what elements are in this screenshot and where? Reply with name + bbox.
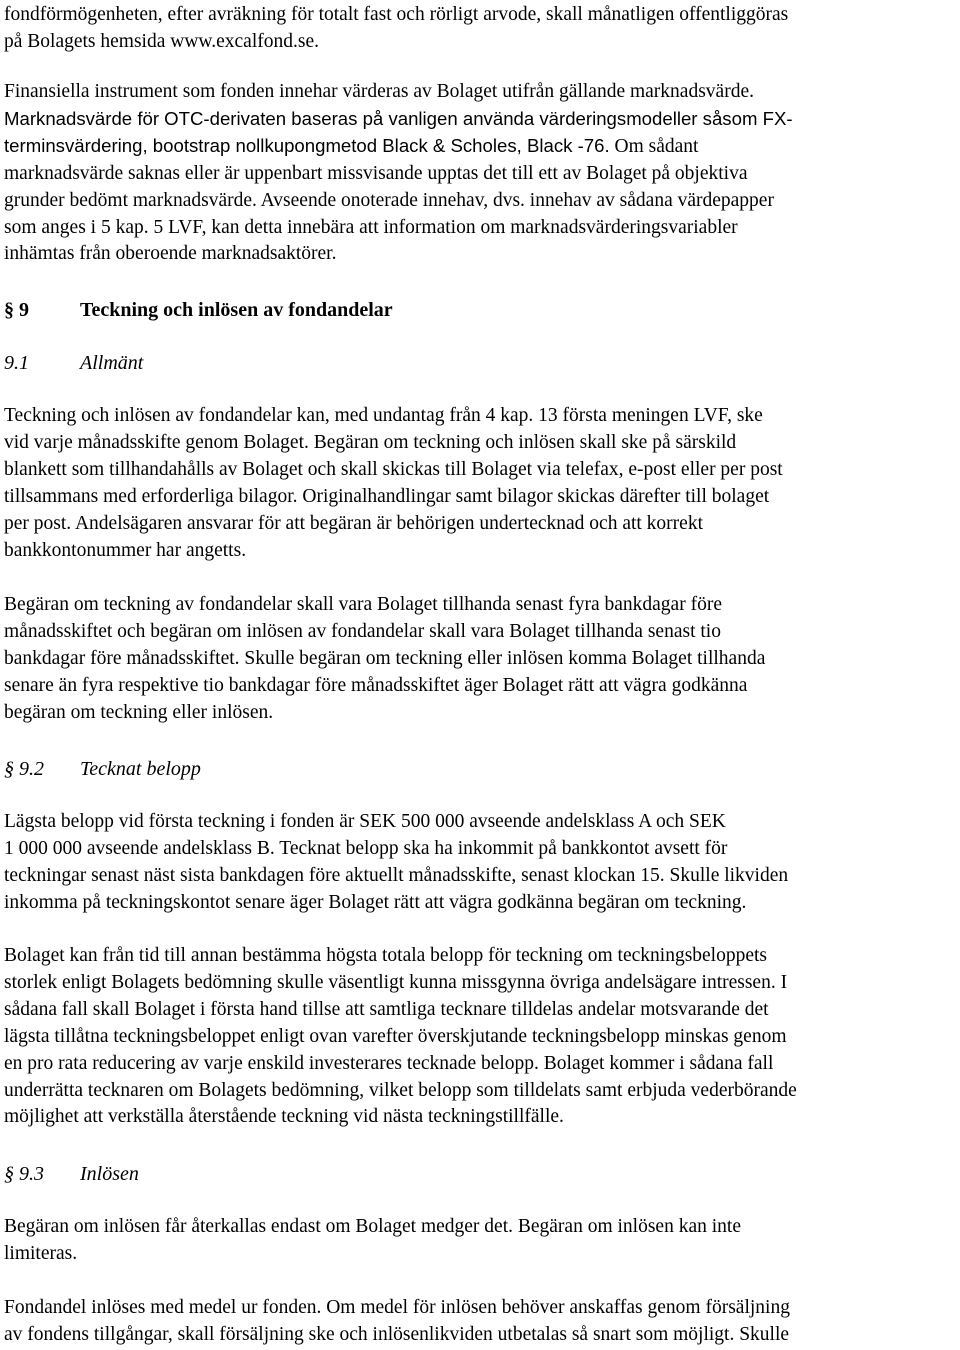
text-span: Om sådant — [609, 135, 699, 157]
text-line: möjlighet att verkställa återstående teckning vid nästa teckningstillfälle. — [4, 1106, 564, 1128]
paragraph-subscription-general — [4, 403, 956, 564]
subsection-heading-9-1 — [4, 348, 956, 378]
section-number: 9.1 — [4, 352, 29, 374]
text-line: på Bolagets hemsida www.excalfond.se. — [4, 30, 319, 52]
text-line: av fondens tillgångar, skall försäljning ske och inlösenlikviden utbetalas så snart som möjligt. Skulle — [4, 1323, 790, 1345]
section-number: § 9.3 — [4, 1163, 44, 1185]
text-line: Bolaget kan från tid till annan bestämma högsta totala belopp för teckning om teckningsbeloppets — [4, 945, 768, 966]
paragraph-minimum-amount — [4, 809, 956, 917]
text-line: Teckning och inlösen av fondandelar kan, med undantag från 4 kap. 13 första meningen LVF, ske — [4, 405, 763, 426]
paragraph-intro — [4, 2, 956, 56]
text-line: Marknadsvärde för OTC-derivaten baseras på vanligen använda värderingsmodeller såsom FX- — [4, 107, 793, 129]
section-number: § 9 — [4, 299, 29, 321]
text-line: Begäran om teckning av fondandelar skall vara Bolaget tillhanda senast fyra bankdagar före — [4, 594, 722, 615]
text-line: en pro rata reducering av varje enskild investerares tecknade belopp. Bolaget kommer i sådana fall — [4, 1052, 774, 1074]
text-line: grunder bedömt marknadsvärde. Avseende onoterade innehav, dvs. innehav av sådana värdepapper — [4, 189, 774, 211]
paragraph-redemption-funding — [4, 1295, 956, 1349]
text-line: teckningar senast näst sista bankdagen före aktuellt månadsskifte, senast klockan 15. Skulle likviden — [4, 864, 789, 886]
text-line: per post. Andelsägaren ansvarar för att begäran är behörigen undertecknad och att korrekt — [4, 512, 703, 534]
text-line — [4, 133, 956, 161]
text-line: månadsskiftet och begäran om inlösen av fondandelar skall vara Bolaget tillhanda senast tio — [4, 620, 721, 642]
text-line: bankkontonummer har angetts. — [4, 539, 247, 561]
text-line: underrätta tecknaren om Bolagets bedömning, vilket belopp som tilldelats samt erbjuda vederbörande — [4, 1079, 797, 1101]
text-line: 1 000 000 avseende andelsklass B. Tecknat belopp ska ha inkommit på bankkontot avsett för — [4, 837, 728, 859]
text-line: tillsammans med erforderliga bilagor. Originalhandlingar samt bilagor skickas därefter till bolaget — [4, 485, 770, 507]
text-line: Lägsta belopp vid första teckning i fonden är SEK 500 000 avseende andelsklass A och SEK — [4, 811, 726, 832]
paragraph-subscription-deadlines — [4, 592, 956, 727]
section-title: Allmänt — [80, 352, 144, 374]
text-line: begäran om teckning eller inlösen. — [4, 701, 274, 723]
section-title: Tecknat belopp — [80, 758, 201, 780]
text-line: marknadsvärde saknas eller är uppenbart missvisande upptas det till ett av Bolaget på objektiva — [4, 162, 748, 184]
text-line: inkomma på teckningskontot senare äger Bolaget rätt att vägra godkänna begäran om teckning. — [4, 891, 747, 913]
text-line: lägsta tillåtna teckningsbeloppet enligt ovan varefter överskjutande teckningsbelopp minskas genom — [4, 1025, 787, 1047]
text-line: vid varje månadsskifte genom Bolaget. Begäran om teckning och inlösen skall ske på särskild — [4, 431, 737, 453]
text-line: senare än fyra respektive tio bankdagar före månadsskiftet äger Bolaget rätt att vägra godkänna — [4, 674, 748, 696]
text-span: terminsvärdering, bootstrap nollkupongmetod Black & Scholes, Black -76. — [4, 134, 610, 156]
text-line: sådana fall skall Bolaget i första hand tillse att samtliga tecknare tilldelas andelar motsvarande det — [4, 998, 769, 1020]
paragraph-redemption-withdrawal — [4, 1214, 956, 1268]
paragraph-valuation — [4, 79, 956, 268]
text-line: fondförmögenheten, efter avräkning för totalt fast och rörligt arvode, skall månatligen offentliggöras — [4, 4, 789, 25]
section-heading-9 — [4, 295, 956, 325]
subsection-heading-9-3 — [4, 1159, 956, 1189]
text-line: Finansiella instrument som fonden innehar värderas av Bolaget utifrån gällande marknadsvärde. — [4, 81, 754, 102]
text-line: som anges i 5 kap. 5 LVF, kan detta innebära att information om marknadsvärderingsvariabler — [4, 216, 738, 238]
text-line: blankett som tillhandahålls av Bolaget och skall skickas till Bolaget via telefax, e-post eller per post — [4, 458, 783, 480]
section-title: Teckning och inlösen av fondandelar — [80, 299, 393, 321]
text-line: bankdagar före månadsskiftet. Skulle begäran om teckning eller inlösen komma Bolaget tillhanda — [4, 647, 766, 669]
section-number: § 9.2 — [4, 758, 44, 780]
text-line: Begäran om inlösen får återkallas endast om Bolaget medger det. Begäran om inlösen kan inte — [4, 1216, 741, 1237]
text-line: storlek enligt Bolagets bedömning skulle väsentligt kunna missgynna övriga andelsägare intressen. I — [4, 971, 788, 993]
text-line: inhämtas från oberoende marknadsaktörer. — [4, 243, 337, 265]
paragraph-maximum-amount — [4, 943, 956, 1131]
subsection-heading-9-2 — [4, 754, 956, 784]
section-title: Inlösen — [80, 1163, 139, 1185]
text-line: Fondandel inlöses med medel ur fonden. Om medel för inlösen behöver anskaffas genom försäljning — [4, 1297, 790, 1318]
text-line: limiteras. — [4, 1242, 78, 1264]
